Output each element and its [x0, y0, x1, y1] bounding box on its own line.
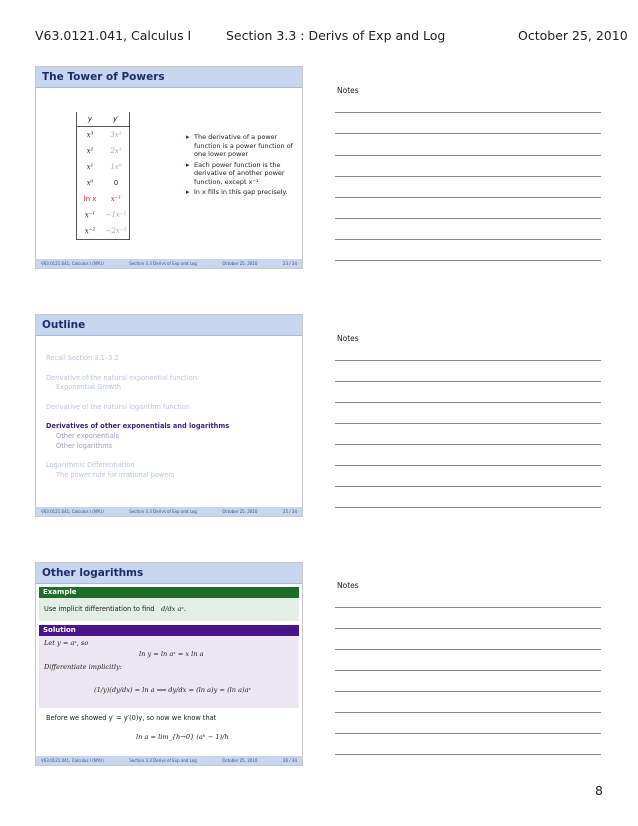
table-row: x² 2x¹ — [86, 147, 122, 155]
slide-title: The Tower of Powers — [36, 67, 302, 88]
notes-line — [335, 628, 601, 629]
slide-title: Other logarithms — [36, 563, 302, 584]
notes-line — [335, 507, 601, 508]
notes-line — [335, 733, 601, 734]
table-row: x⁰ 0 — [86, 179, 119, 187]
notes-line — [335, 691, 601, 692]
notes-line — [335, 133, 601, 134]
notes-line — [335, 402, 601, 403]
powers-table — [76, 112, 130, 240]
outline-item: Logarithmic Differentiation — [46, 461, 135, 469]
notes-line — [335, 423, 601, 424]
example-header: Example — [39, 587, 299, 598]
slide-outline — [35, 314, 303, 517]
notes-label: Notes — [337, 334, 359, 343]
slide-footer: V63.0121.041, Calculus I (NYU) Section 3.3 Derivs of Exp and Log October 25, 2010 25 / 34 — [36, 507, 302, 516]
notes-line — [335, 260, 601, 261]
outline-item: Derivative of the natural exponential function — [46, 374, 197, 382]
solution-header: Solution — [39, 625, 299, 636]
page-number: 8 — [595, 783, 603, 798]
notes-line — [335, 112, 601, 113]
bullet-list — [186, 133, 298, 199]
header-course: V63.0121.041, Calculus I — [35, 28, 192, 43]
notes-line — [335, 155, 601, 156]
table-row: x³ 3x² — [86, 131, 122, 139]
table-row: x⁻¹ −1x⁻² — [84, 211, 127, 219]
notes-line — [335, 360, 601, 361]
notes-line — [335, 197, 601, 198]
conclusion-equation: ln a = lim_{h→0} (aʰ − 1)/h — [136, 733, 229, 741]
outline-subitem: Exponential Growth — [56, 383, 121, 391]
table-row: x⁻² −2x⁻³ — [84, 227, 127, 235]
slide-footer: V63.0121.041, Calculus I (NYU) Section 3.3 Derivs of Exp and Log October 25, 2010 23 / 34 — [36, 259, 302, 268]
bullet-item: ▸ ln x fills in this gap precisely. — [186, 188, 298, 197]
header-date: October 25, 2010 — [518, 28, 628, 43]
bullet-item: ▸ Each power function is the derivative of another power function, except x⁻¹ — [186, 161, 298, 187]
notes-label: Notes — [337, 86, 359, 95]
notes-line — [335, 444, 601, 445]
slide-title: Outline — [36, 315, 302, 336]
notes-line — [335, 218, 601, 219]
notes-line — [335, 239, 601, 240]
outline-subitem: The power rule for irrational powers — [56, 471, 175, 479]
notes-label: Notes — [337, 581, 359, 590]
outline-item: Recall Section 3.1–3.2 — [46, 354, 119, 362]
slide-footer: V63.0121.041, Calculus I (NYU) Section 3.3 Derivs of Exp and Log October 25, 2010 26 / 34 — [36, 756, 302, 765]
header-section: Section 3.3 : Derivs of Exp and Log — [226, 28, 446, 43]
notes-line — [335, 607, 601, 608]
outline-item: Derivative of the natural logarithm function — [46, 403, 190, 411]
notes-line — [335, 649, 601, 650]
outline-subitem: Other exponentials — [56, 432, 120, 440]
notes-line — [335, 176, 601, 177]
notes-line — [335, 486, 601, 487]
conclusion-text: Before we showed y′ = y′(0)y, so now we know that — [46, 714, 217, 722]
outline-subitem: Other logarithms — [56, 442, 113, 450]
table-row: ln x x⁻¹ — [83, 195, 122, 203]
notes-line — [335, 670, 601, 671]
notes-line — [335, 381, 601, 382]
slide-tower-of-powers — [35, 66, 303, 269]
slide-other-logarithms — [35, 562, 303, 766]
notes-line — [335, 712, 601, 713]
bullet-item: ▸ The derivative of a power function is a power function of one lower power — [186, 133, 298, 159]
table-header-row: y y′ — [77, 112, 129, 127]
solution-body: Let y = aˣ, so ln y = ln aˣ = x ln a Differentiate implicitly: (1/y)(dy/dx) = ln a ⟹ dy/dx = (ln a)y = (ln a)aˣ — [39, 636, 299, 708]
table-row: x¹ 1x⁰ — [86, 163, 122, 171]
example-body: Use implicit differentiation to find d/dx aˣ. — [39, 598, 299, 621]
outline-item-active: Derivatives of other exponentials and logarithms — [46, 422, 230, 430]
notes-line — [335, 465, 601, 466]
notes-line — [335, 754, 601, 755]
